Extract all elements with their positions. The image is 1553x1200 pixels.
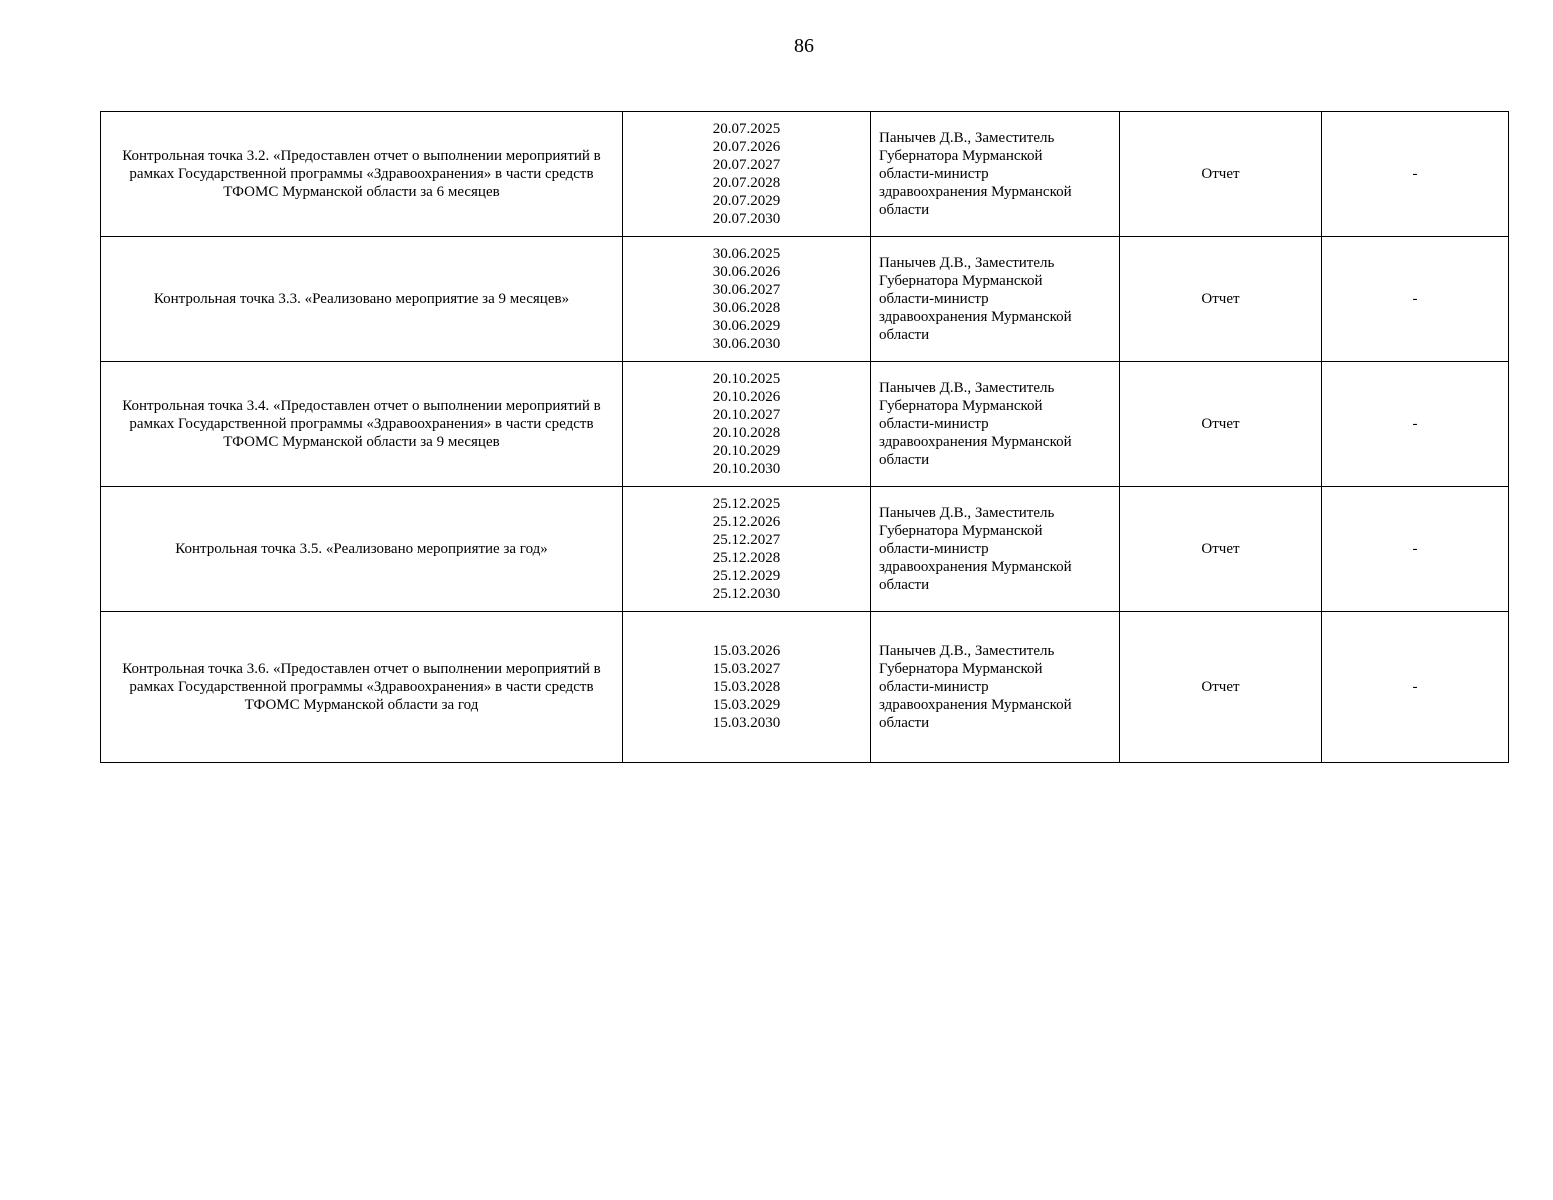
deadline-dates-cell [623,112,871,237]
deadline-date: 25.12.2030 [712,586,781,602]
deadline-date: 15.03.2028 [712,679,781,695]
responsible-person: Панычев Д.В., Заместитель Губернатора Мурманской области-министр здравоохранения Мурманской области [879,643,1072,731]
document-type: Отчет [1120,112,1322,237]
deadline-dates-cell [623,237,871,362]
deadline-date: 20.07.2026 [712,139,781,155]
responsible-person: Панычев Д.В., Заместитель Губернатора Мурманской области-министр здравоохранения Мурманской области [879,380,1072,468]
deadline-date: 15.03.2029 [712,697,781,713]
deadline-date: 25.12.2025 [712,496,781,512]
responsible-person: Панычев Д.В., Заместитель Губернатора Мурманской области-министр здравоохранения Мурманской области [879,505,1072,593]
control-point-description: Контрольная точка 3.2. «Предоставлен отчет о выполнении мероприятий в рамках Государственной программы «Здравоохранения» в части средств ТФОМС Мурманской области за 6 месяцев [101,112,623,237]
responsible-person: Панычев Д.В., Заместитель Губернатора Мурманской области-министр здравоохранения Мурманской области [879,255,1072,343]
note-cell: - [1322,612,1509,763]
deadline-date: 20.07.2029 [712,193,781,209]
deadline-date: 25.12.2028 [712,550,781,566]
document-type: Отчет [1120,237,1322,362]
deadline-date: 20.10.2028 [712,425,781,441]
control-point-description: Контрольная точка 3.4. «Предоставлен отчет о выполнении мероприятий в рамках Государственной программы «Здравоохранения» в части средств ТФОМС Мурманской области за 9 месяцев [101,362,623,487]
deadline-date: 30.06.2025 [712,246,781,262]
deadline-date: 30.06.2029 [712,318,781,334]
page-number: 86 [794,35,814,57]
note-cell: - [1322,112,1509,237]
note-cell: - [1322,487,1509,612]
deadline-date: 15.03.2026 [712,643,781,659]
responsible-person-cell [871,362,1120,487]
document-type: Отчет [1120,487,1322,612]
deadline-date: 15.03.2027 [712,661,781,677]
deadline-date: 20.07.2027 [712,157,781,173]
deadline-date: 25.12.2026 [712,514,781,530]
deadline-date: 20.10.2026 [712,389,781,405]
deadline-date: 20.07.2025 [712,121,781,137]
deadline-date: 20.10.2027 [712,407,781,423]
deadline-date: 30.06.2030 [712,336,781,352]
deadline-date: 25.12.2027 [712,532,781,548]
deadline-date: 20.10.2029 [712,443,781,459]
deadline-date: 20.10.2025 [712,371,781,387]
responsible-person-cell [871,612,1120,763]
control-points-table [100,111,1509,763]
table-row [101,362,1509,487]
control-point-description: Контрольная точка 3.3. «Реализовано мероприятие за 9 месяцев» [101,237,623,362]
document-type: Отчет [1120,362,1322,487]
responsible-person-cell [871,487,1120,612]
deadline-dates-cell [623,362,871,487]
table-row [101,112,1509,237]
table-row [101,612,1509,763]
deadline-date: 20.07.2028 [712,175,781,191]
document-type: Отчет [1120,612,1322,763]
deadline-dates-cell [623,612,871,763]
note-cell: - [1322,237,1509,362]
responsible-person-cell [871,112,1120,237]
table-row [101,237,1509,362]
responsible-person-cell [871,237,1120,362]
deadline-date: 30.06.2027 [712,282,781,298]
responsible-person: Панычев Д.В., Заместитель Губернатора Мурманской области-министр здравоохранения Мурманской области [879,130,1072,218]
deadline-date: 20.10.2030 [712,461,781,477]
deadline-date: 30.06.2026 [712,264,781,280]
control-point-description: Контрольная точка 3.6. «Предоставлен отчет о выполнении мероприятий в рамках Государственной программы «Здравоохранения» в части средств ТФОМС Мурманской области за год [101,612,623,763]
deadline-date: 25.12.2029 [712,568,781,584]
deadline-date: 30.06.2028 [712,300,781,316]
deadline-dates-cell [623,487,871,612]
note-cell: - [1322,362,1509,487]
deadline-date: 15.03.2030 [712,715,781,731]
control-point-description: Контрольная точка 3.5. «Реализовано мероприятие за год» [101,487,623,612]
deadline-date: 20.07.2030 [712,211,781,227]
table-row [101,487,1509,612]
